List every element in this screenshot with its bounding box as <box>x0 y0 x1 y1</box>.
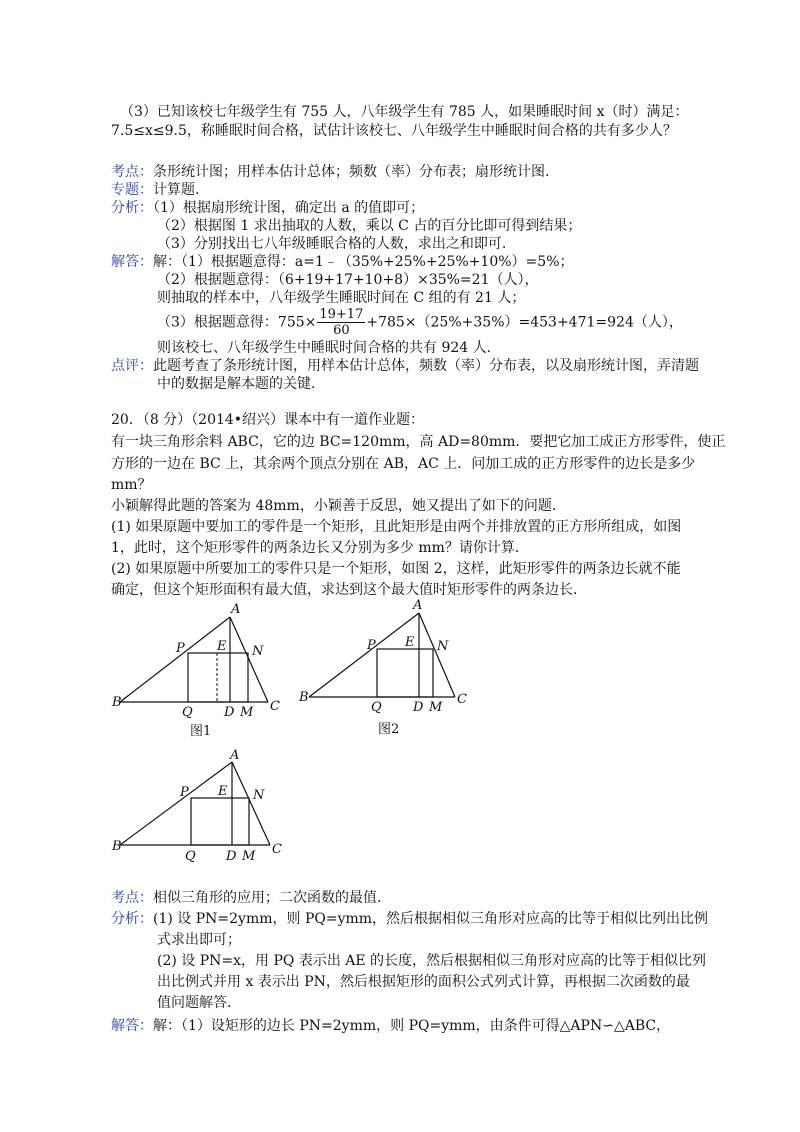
fraction-denominator: 60 <box>333 323 350 338</box>
figure-1-caption: 图1 <box>190 724 212 739</box>
point-N-label: N <box>437 639 449 654</box>
dianping-line: 中的数据是解本题的关键. <box>157 376 316 392</box>
point-Q-label: Q <box>371 700 382 715</box>
point-A-label: A <box>413 598 423 613</box>
q19-kaodian <box>111 163 549 181</box>
q19-dianping <box>111 357 699 375</box>
point-E-label: E <box>218 784 228 799</box>
dianping-label: 点评： <box>111 358 153 374</box>
figure-2-caption: 图2 <box>378 722 400 737</box>
jieda-line: 解：（1）设矩形的边长 PN=2ymm，则 PQ=ymm，由条件可得△APN∽△ABC， <box>153 1018 671 1034</box>
point-M-label: M <box>429 700 443 715</box>
point-D-label: D <box>224 705 235 720</box>
zhuanti-text: 计算题. <box>153 182 200 198</box>
point-M-label: M <box>240 705 254 720</box>
fenxi-label: 分析： <box>111 200 153 216</box>
q20-fenxi <box>111 910 708 928</box>
point-A-label: A <box>230 748 240 763</box>
kaodian-label: 考点： <box>111 164 153 180</box>
jieda-label: 解答： <box>111 1018 153 1034</box>
fenxi-label: 分析： <box>111 911 153 927</box>
fraction <box>317 307 365 338</box>
jieda4-post: +785×（25%+35%）=453+471=924（人）， <box>366 314 683 331</box>
figure-2 <box>295 595 480 740</box>
jieda-line: 则该校七、八年级学生中睡眠时间合格的共有 924 人. <box>157 340 492 356</box>
jieda-line-fraction <box>157 307 683 338</box>
fenxi-line: (1) 设 PN=2ymm，则 PQ=ymm，然后根据相似三角形对应高的比等于相似比列出比例 <box>153 911 709 927</box>
kaodian-text: 条形统计图；用样本估计总体；频数（率）分布表；扇形统计图. <box>153 164 550 180</box>
point-C-label: C <box>270 699 280 714</box>
zhuanti-label: 专题： <box>111 182 153 198</box>
dianping-line: 此题考查了条形统计图，用样本估计总体，频数（率）分布表，以及扇形统计图，弄清题 <box>153 358 699 374</box>
jieda-label: 解答： <box>111 254 153 270</box>
q20-title: 20．（8 分）（2014•绍兴）课本中有一道作业题： <box>111 412 425 428</box>
fenxi-line: 式求出即可； <box>157 932 241 948</box>
figure-3 <box>110 745 290 870</box>
jieda-line: （2）根据题意得：（6+19+17+10+8）×35%=21（人）， <box>157 272 539 288</box>
jieda-line: 解：（1）根据题意得：a=1﹣（35%+25%+25%+10%）=5%； <box>153 254 574 270</box>
q20-body-line: (2) 如果原题中所要加工的零件只是一个矩形，如图 2，这样，此矩形零件的两条边长就不能 <box>111 561 681 577</box>
fraction-numerator: 19+17 <box>319 307 364 322</box>
point-N-label: N <box>253 788 265 803</box>
point-C-label: C <box>457 692 467 707</box>
point-P-label: P <box>176 641 185 656</box>
q19-fenxi <box>111 199 424 217</box>
point-P-label: P <box>367 638 376 653</box>
point-E-label: E <box>217 639 227 654</box>
point-Q-label: Q <box>182 705 193 720</box>
point-Q-label: Q <box>185 849 196 864</box>
q19-part3-line1: （3）已知该校七年级学生有 755 人，八年级学生有 785 人，如果睡眠时间 x（时）满足： <box>120 104 689 120</box>
point-D-label: D <box>226 849 237 864</box>
q20-kaodian <box>111 889 381 907</box>
fenxi-line: （3）分别找出七八年级睡眠合格的人数，求出之和即可. <box>157 236 507 252</box>
q20-jieda <box>111 1017 670 1035</box>
fenxi-line: （1）根据扇形统计图，确定出 a 的值即可； <box>153 200 425 216</box>
point-E-label: E <box>405 635 415 650</box>
point-M-label: M <box>242 849 256 864</box>
q19-part3-line2: 7.5≤x≤9.5，称睡眠时间合格，试估计该校七、八年级学生中睡眠时间合格的共有多少人？ <box>111 123 677 139</box>
point-B-label: B <box>299 690 309 705</box>
q19-jieda <box>111 253 574 271</box>
q20-body-line: 确定，但这个矩形面积有最大值，求达到这个最大值时矩形零件的两条边长． <box>111 582 587 598</box>
q20-body-line: 小颖解得此题的答案为 48mm，小颖善于反思，她又提出了如下的问题． <box>111 498 566 514</box>
kaodian-label: 考点： <box>111 890 153 906</box>
q20-body-line: 方形的一边在 BC 上，其余两个顶点分别在 AB，AC 上．问加工成的正方形零件的边长是多少 <box>111 456 696 472</box>
point-D-label: D <box>413 700 424 715</box>
fenxi-line: 出比例式并用 x 表示出 PN，然后根据矩形的面积公式列式计算，再根据二次函数的最 <box>157 974 690 990</box>
q19-zhuanti <box>111 181 199 199</box>
point-B-label: B <box>112 695 122 710</box>
q20-body-line: mm？ <box>111 477 152 493</box>
figure-1 <box>110 600 290 740</box>
point-N-label: N <box>252 644 264 659</box>
jieda4-pre: （3）根据题意得：755× <box>157 314 317 331</box>
fenxi-line: (2) 设 PN=x，用 PQ 表示出 AE 的长度，然后根据相似三角形对应高的比等于相似比列 <box>157 953 707 969</box>
kaodian-text: 相似三角形的应用；二次函数的最值. <box>153 890 382 906</box>
point-P-label: P <box>180 785 189 800</box>
q20-body-line: 有一块三角形余料 ABC，它的边 BC=120mm，高 AD=80mm．要把它加工成正方形零件，使正 <box>111 434 726 450</box>
q20-body-line: 1，此时，这个矩形零件的两条边长又分别为多少 mm？请你计算． <box>111 540 529 556</box>
point-B-label: B <box>112 839 122 854</box>
point-C-label: C <box>272 842 282 857</box>
fenxi-line: 值问题解答. <box>157 995 232 1011</box>
jieda-line: 则抽取的样本中，八年级学生睡眠时间在 C 组的有 21 人； <box>157 290 526 306</box>
fenxi-line: （2）根据图 1 求出抽取的人数，乘以 C 占的百分比即可得到结果； <box>157 218 582 234</box>
point-A-label: A <box>231 602 241 617</box>
q20-body-line: (1) 如果原题中要加工的零件是一个矩形，且此矩形是由两个并排放置的正方形所组成，如图 <box>111 519 682 535</box>
